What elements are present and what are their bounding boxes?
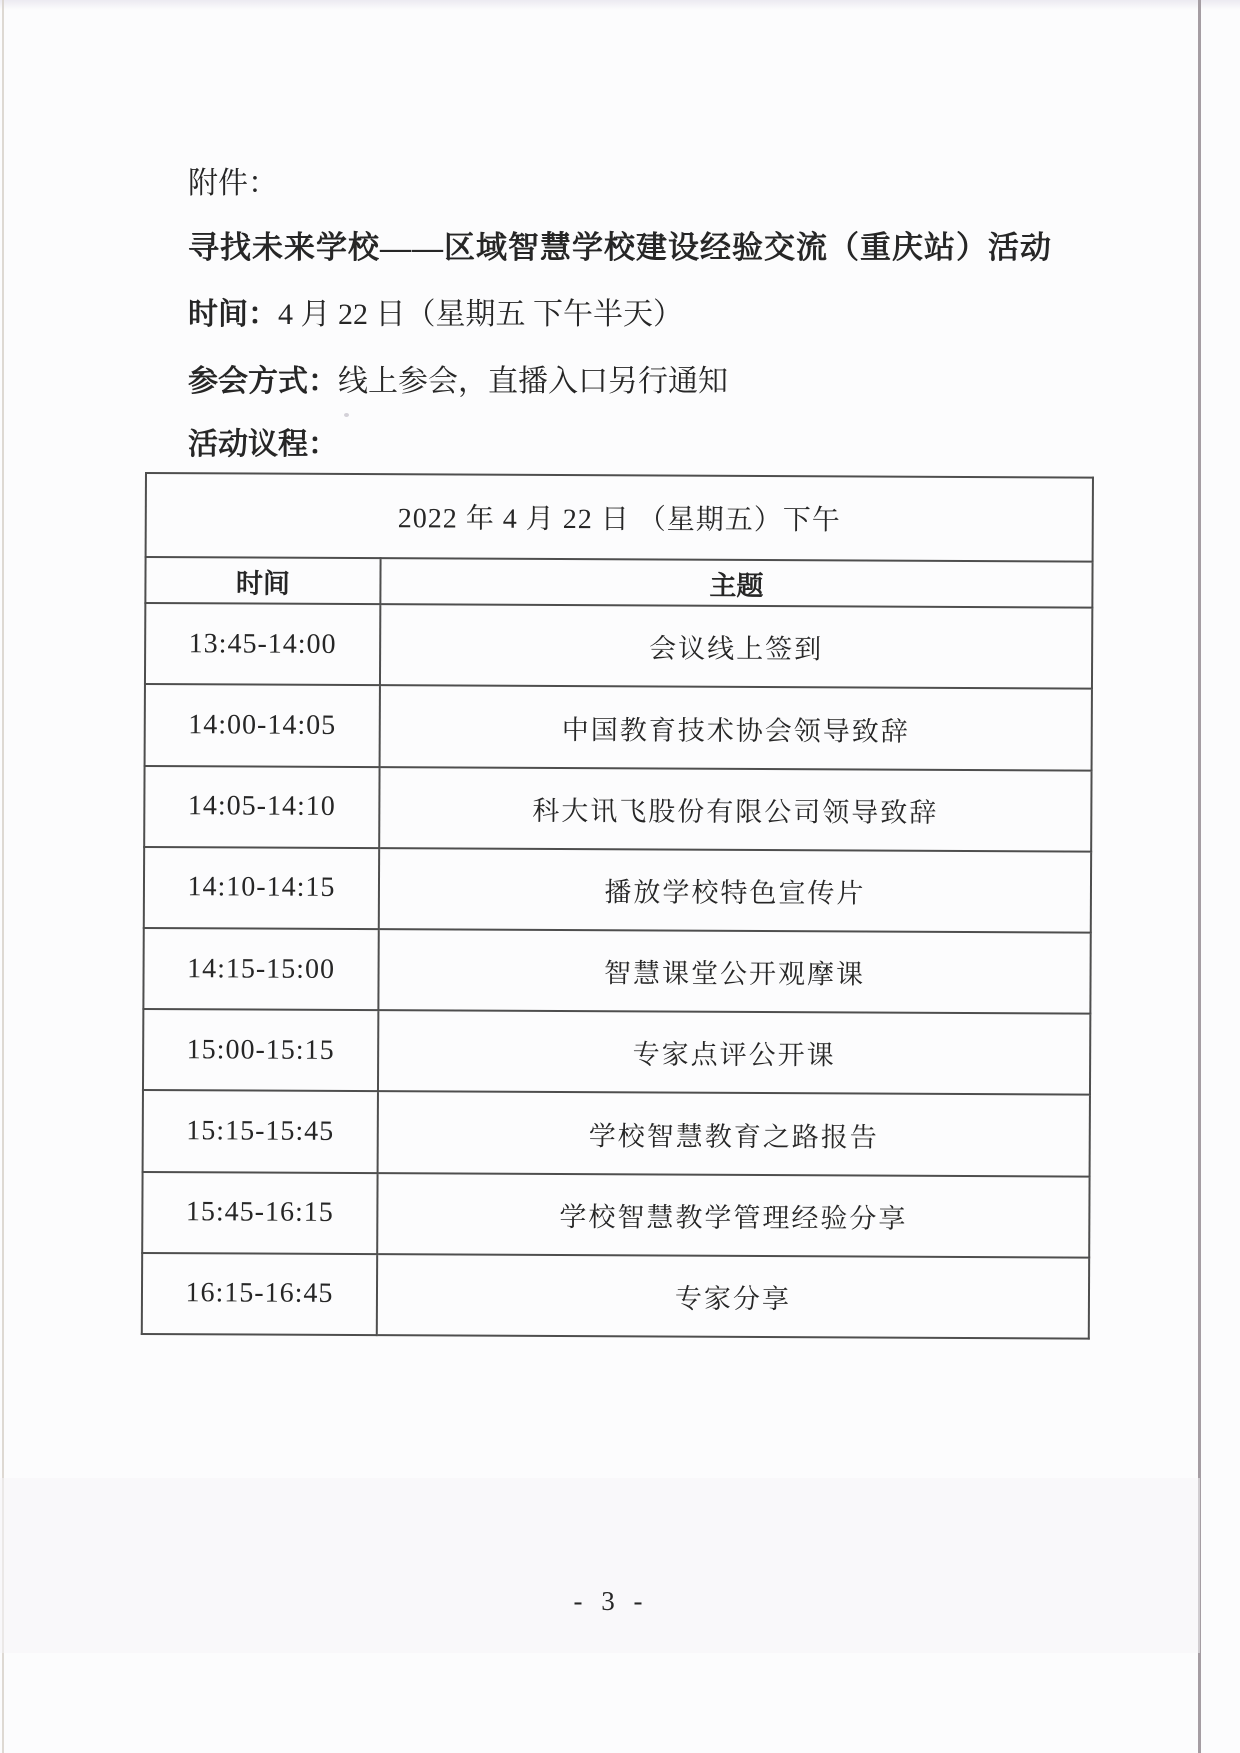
agenda-topic: 专家分享: [377, 1254, 1089, 1339]
attachment-label: 附件：: [188, 167, 278, 200]
participation-value: 线上参会，直播入口另行通知: [338, 365, 728, 398]
event-time-line: [188, 289, 683, 333]
agenda-time: 15:45-16:15: [142, 1172, 377, 1254]
agenda-time: 16:15-16:45: [142, 1253, 377, 1335]
agenda-time: 14:15-15:00: [143, 928, 378, 1010]
agenda-topic: 学校智慧教学管理经验分享: [377, 1173, 1089, 1258]
participation-line: [188, 356, 728, 400]
agenda-row: [142, 1172, 1089, 1258]
scan-lower-shading: [0, 1478, 1200, 1653]
agenda-topic: 学校智慧教育之路报告: [378, 1092, 1090, 1177]
agenda-time: 14:00-14:05: [145, 684, 380, 766]
agenda-time: 14:10-14:15: [144, 847, 379, 929]
agenda-time: 15:15-15:45: [143, 1090, 378, 1172]
agenda-topic: 播放学校特色宣传片: [379, 848, 1091, 933]
agenda-topic: 专家点评公开课: [378, 1010, 1090, 1095]
time-label: 时间：: [188, 298, 278, 331]
agenda-time: 14:05-14:10: [144, 766, 379, 848]
agenda-column-header-row: [145, 557, 1092, 608]
agenda-topic: 中国教育技术协会领导致辞: [380, 686, 1092, 771]
agenda-topic: 会议线上签到: [380, 604, 1092, 689]
agenda-topic: 科大讯飞股份有限公司领导致辞: [379, 767, 1091, 852]
agenda-row: [143, 1090, 1090, 1176]
column-header-time: 时间: [145, 557, 380, 604]
scan-speck: [344, 413, 349, 417]
agenda-row: [143, 1009, 1090, 1095]
agenda-row: [144, 847, 1091, 933]
column-header-topic: 主题: [380, 558, 1092, 608]
participation-label: 参会方式：: [188, 365, 338, 398]
agenda-time: 13:45-14:00: [145, 603, 380, 685]
time-value: 4 月 22 日（星期五 下午半天）: [278, 298, 683, 331]
agenda-date-header: 2022 年 4 月 22 日 （星期五）下午: [146, 473, 1093, 562]
agenda-row: [143, 928, 1090, 1014]
agenda-date-header-row: [146, 473, 1093, 562]
scan-top-shading: [0, 0, 1240, 10]
agenda-row: [144, 766, 1091, 852]
agenda-time: 15:00-15:15: [143, 1009, 378, 1091]
agenda-row: [142, 1253, 1089, 1339]
agenda-row: [145, 684, 1092, 770]
agenda-row: [145, 603, 1092, 689]
document-title: 寻找未来学校——区域智慧学校建设经验交流（重庆站）活动: [188, 230, 1052, 265]
agenda-topic: 智慧课堂公开观摩课: [378, 929, 1090, 1014]
page-number: - 3 -: [573, 1586, 649, 1616]
agenda-section-label: 活动议程：: [188, 428, 338, 461]
agenda-table: [141, 472, 1094, 1340]
